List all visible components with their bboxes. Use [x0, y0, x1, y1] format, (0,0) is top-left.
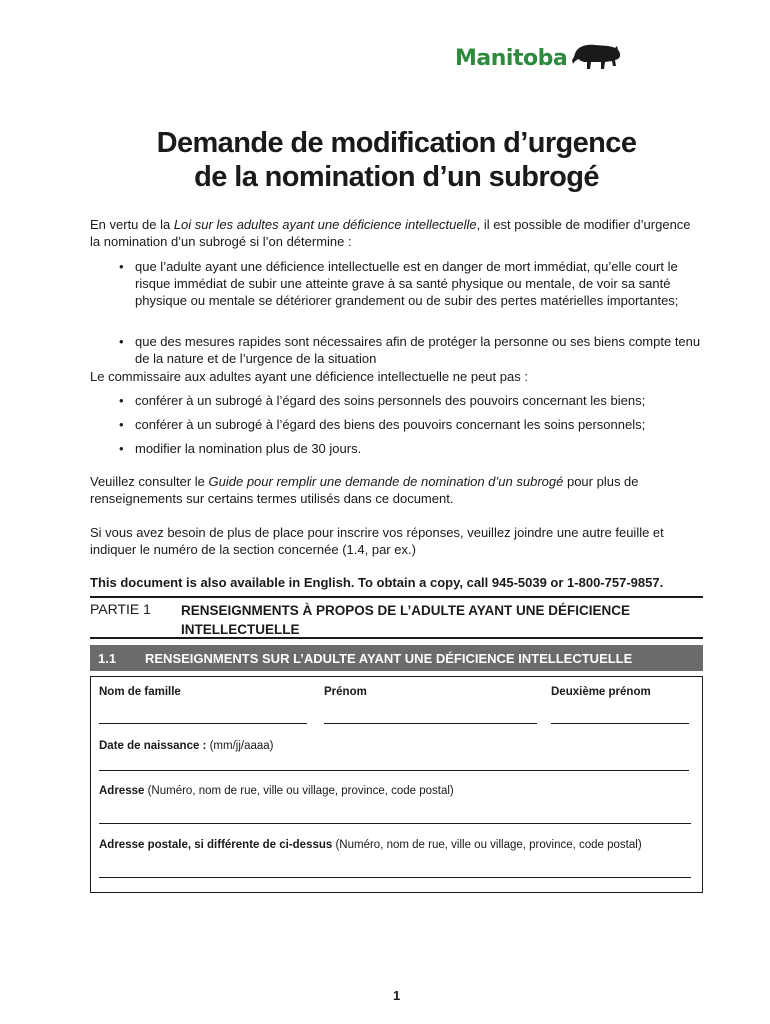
dob-field[interactable] [99, 770, 689, 771]
condition-item: • que des mesures rapides sont nécessaires afin de protéger la personne ou ses biens compte tenu de la nature et de l’urgence de la situation [119, 333, 710, 367]
section-number: 1.1 [98, 651, 117, 666]
restriction-item: • modifier la nomination plus de 30 jours. [119, 440, 710, 457]
mailing-label-text: Adresse postale, si différente de ci-dessus [99, 839, 333, 851]
address-label-text: Adresse [99, 785, 145, 797]
restriction-item: • conférer à un subrogé à l’égard des soins personnels des pouvoirs concernant les biens; [119, 392, 710, 409]
intro-text-b: , il est possible de modifier d’urgence la nomination d’un subrogé si l’on détermine : [90, 217, 691, 249]
last-name-label: Nom de famille [99, 686, 181, 698]
last-name-field[interactable] [99, 723, 307, 724]
address-field[interactable] [99, 823, 691, 824]
english-notice: This document is also available in English. To obtain a copy, call 945-5039 or 1-800-757-9857. [90, 575, 664, 590]
partie-title: RENSEIGNMENTS À PROPOS DE L’ADULTE AYANT UNE DÉFICIENCE INTELLECTUELLE [181, 603, 631, 637]
bison-icon [571, 42, 623, 74]
page-number: 1 [393, 988, 401, 1003]
guide-text-b: pour plus de renseignements sur certains termes utilisés dans ce document. [90, 474, 639, 506]
restriction-item: • conférer à un subrogé à l’égard des biens des pouvoirs concernant les soins personnels; [119, 416, 710, 433]
condition-item: • que l’adulte ayant une déficience intellectuelle est en danger de mort immédiat, qu’elle court le risque immédiat de subir une atteinte grave à sa santé physique ou mentale, de voir sa santé physique ou mentale se détériorer grandement ou de subir des pertes matérielles importantes; [119, 258, 710, 309]
form-box [90, 676, 703, 893]
section-title: RENSEIGNMENTS SUR L’ADULTE AYANT UNE DÉFICIENCE INTELLECTUELLE [145, 651, 633, 666]
commissioner-intro: Le commissaire aux adultes ayant une déficience intellectuelle ne peut pas : [90, 369, 528, 384]
mailing-address-field[interactable] [99, 877, 691, 878]
extra-space-paragraph: Si vous avez besoin de plus de place pour inscrire vos réponses, veuillez joindre une autre feuille et indiquer le numéro de la section concernée (1.4, par ex.) [90, 525, 664, 557]
middle-name-field[interactable] [551, 723, 689, 724]
partie-number: PARTIE 1 [90, 601, 151, 617]
divider [90, 637, 703, 639]
document-title [0, 126, 770, 194]
manitoba-logo [455, 42, 623, 74]
logo-text: Manitoba [455, 45, 568, 71]
address-label [99, 784, 454, 798]
guide-text-a: Veuillez consulter le [90, 474, 209, 489]
mailing-address-label [99, 838, 642, 852]
first-name-label: Prénom [324, 686, 367, 698]
first-name-field[interactable] [324, 723, 537, 724]
mailing-hint: (Numéro, nom de rue, ville ou village, province, code postal) [332, 839, 642, 851]
intro-text-a: En vertu de la [90, 217, 174, 232]
title-line-1: Demande de modification d’urgence [156, 127, 637, 159]
dob-label [99, 739, 274, 753]
title-line-2: de la nomination d’un subrogé [194, 161, 599, 193]
middle-name-label: Deuxième prénom [551, 686, 651, 698]
address-hint: (Numéro, nom de rue, ville ou village, province, code postal) [144, 785, 454, 797]
section-header [90, 645, 703, 671]
dob-format: (mm/jj/aaaa) [206, 740, 274, 752]
law-title: Loi sur les adultes ayant une déficience intellectuelle [173, 217, 477, 232]
intro-paragraph [90, 216, 700, 250]
divider [90, 596, 703, 598]
guide-paragraph [90, 473, 700, 507]
guide-title: Guide pour remplir une demande de nomination d’un subrogé [208, 474, 564, 489]
dob-label-text: Date de naissance : [99, 740, 207, 752]
